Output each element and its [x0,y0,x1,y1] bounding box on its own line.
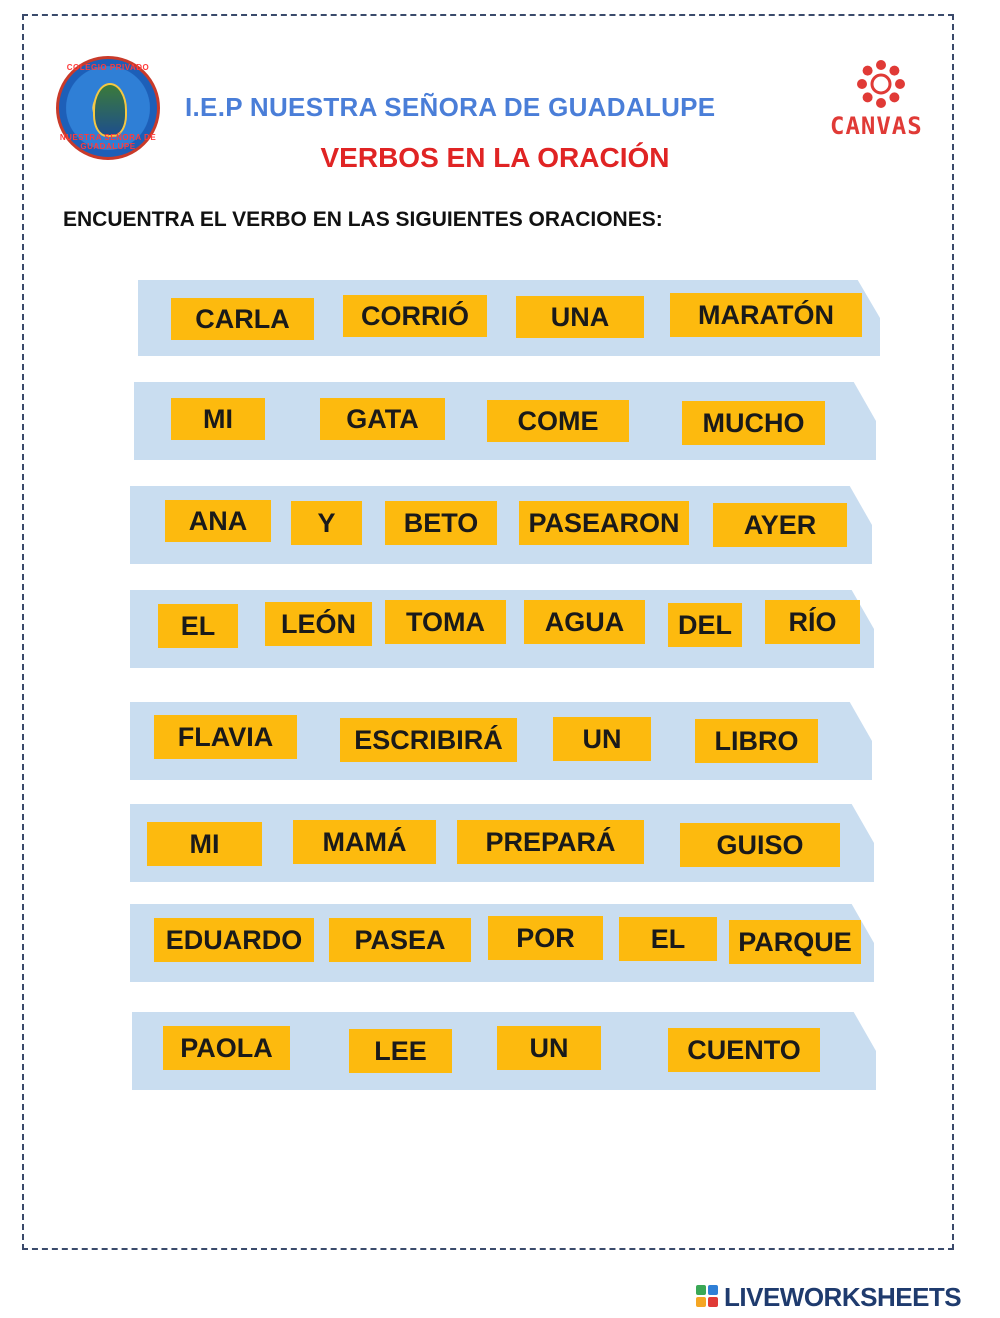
word-tile[interactable]: UN [553,717,651,761]
instruction-text: ENCUENTRA EL VERBO EN LAS SIGUIENTES ORACIONES: [63,208,663,231]
word-tile[interactable]: MAMÁ [293,820,436,864]
word-tile[interactable]: PREPARÁ [457,820,644,864]
virgin-icon [93,83,127,137]
word-tile[interactable]: CARLA [171,298,314,340]
word-tile[interactable]: MI [171,398,265,440]
word-tile[interactable]: EL [619,917,717,961]
footer-brand [696,1280,961,1314]
school-name: I.E.P NUESTRA SEÑORA DE GUADALUPE [185,92,716,122]
word-tile[interactable]: COME [487,400,629,442]
word-tile[interactable]: UNA [516,296,644,338]
logo-top-text: COLEGIO PRIVADO [66,63,150,72]
word-tile[interactable]: LEE [349,1029,452,1073]
word-tile[interactable]: LIBRO [695,719,818,763]
word-tile[interactable]: UN [497,1026,601,1070]
word-tile[interactable]: LEÓN [265,602,372,646]
word-tile[interactable]: POR [488,916,603,960]
word-tile[interactable]: MUCHO [682,401,825,445]
word-tile[interactable]: MI [147,822,262,866]
page-title: VERBOS EN LA ORACIÓN [320,142,670,173]
word-tile[interactable]: PARQUE [729,920,861,964]
word-tile[interactable]: DEL [668,603,742,647]
word-tile[interactable]: MARATÓN [670,293,862,337]
word-tile[interactable]: CORRIÓ [343,295,487,337]
word-tile[interactable]: AYER [713,503,847,547]
word-tile[interactable]: EDUARDO [154,918,314,962]
canvas-label: CANVAS [830,112,923,140]
word-tile[interactable]: TOMA [385,600,506,644]
word-tile[interactable]: ANA [165,500,271,542]
word-tile[interactable]: GATA [320,398,445,440]
word-tile[interactable]: PASEARON [519,501,689,545]
word-tile[interactable]: BETO [385,501,497,545]
liveworksheets-icon [696,1285,720,1309]
word-tile[interactable]: PAOLA [163,1026,290,1070]
word-tile[interactable]: CUENTO [668,1028,820,1072]
word-tile[interactable]: GUISO [680,823,840,867]
word-tile[interactable]: AGUA [524,600,645,644]
word-tile[interactable]: EL [158,604,238,648]
logo-bottom-text: NUESTRA SEÑORA DE GUADALUPE [59,133,157,151]
word-tile[interactable]: FLAVIA [154,715,297,759]
word-tile[interactable]: ESCRIBIRÁ [340,718,517,762]
word-tile[interactable]: Y [291,501,362,545]
liveworksheets-label: LIVEWORKSHEETS [724,1281,962,1312]
word-tile[interactable]: PASEA [329,918,471,962]
word-tile[interactable]: RÍO [765,600,860,644]
